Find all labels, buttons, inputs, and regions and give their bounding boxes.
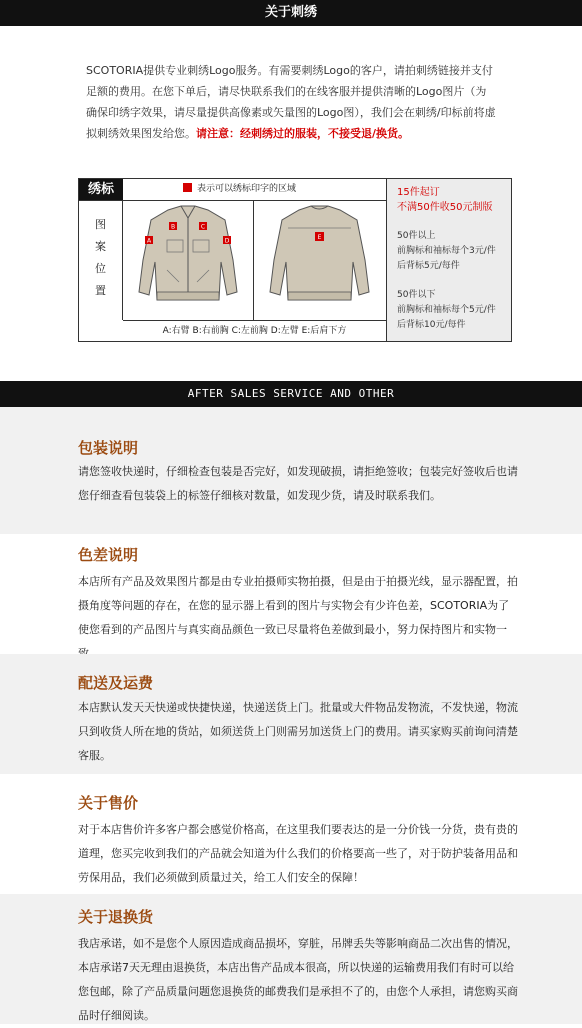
- table-header-row: [79, 179, 386, 201]
- jacket-back-illustration: [253, 200, 386, 320]
- tier2-title: 50件以下: [397, 290, 436, 300]
- pattern-position-label: [79, 200, 123, 320]
- section-color-difference: [0, 534, 582, 654]
- section-text: 请您签收快递时，仔细检查包装是否完好，如发现破损，请拒绝签收；包装完好签收后也请您仔细查看包装袋上的标签仔细核对数量，如发现少货，请及时联系我们。: [78, 465, 518, 502]
- vertical-char: 图: [95, 218, 106, 231]
- section-title: 关于退换货: [78, 908, 154, 926]
- after-sales-header: AFTER SALES SERVICE AND OTHER: [0, 381, 582, 407]
- embroidery-tag: 绣标: [79, 179, 123, 200]
- legend-text: 表示可以绣标印字的区域: [197, 184, 297, 194]
- intro-text: SCOTORIA提供专业刺绣Logo服务。有需要刺绣Logo的客户，请拍刺绣链接并支付足额的费用。在您下单后，请尽快联系我们的在线客服并提供清晰的Logo图片（为确保印绣字效果，请尽量提供高像素或矢量图的Logo图），我们会在刺绣/印标前将虚拟刺绣效果图发给您。: [86, 64, 496, 140]
- tier1-back: 后背标5元/每件: [397, 261, 460, 271]
- jacket-front-cell: [123, 200, 254, 320]
- legend: [183, 182, 296, 197]
- embroidery-intro: [0, 26, 582, 186]
- marker-a-label: A: [146, 237, 152, 245]
- marker-e-label: E: [317, 234, 322, 241]
- tier1-title: 50件以上: [397, 231, 436, 241]
- vertical-char: 位: [95, 262, 106, 275]
- tier2-back: 后背标10元/每件: [397, 320, 466, 330]
- position-caption: A:右臂 B:右前胸 C:左前胸 D:左臂 E:后肩下方: [123, 320, 386, 342]
- section-title: 包装说明: [78, 439, 139, 457]
- section-title: 配送及运费: [78, 674, 154, 692]
- marker-c-label: C: [200, 223, 206, 231]
- section-packaging: [0, 407, 582, 534]
- section-returns: [0, 894, 582, 1024]
- embroidery-header: 关于刺绣: [0, 0, 582, 26]
- tier1-front: 前胸标和袖标每个3元/件: [397, 246, 496, 256]
- marker-d-label: D: [224, 237, 230, 245]
- marker-b-label: B: [170, 223, 176, 231]
- tier2-front: 前胸标和袖标每个5元/件: [397, 305, 496, 315]
- intro-warning: 请注意：经刺绣过的服装，不接受退/换货。: [196, 127, 410, 140]
- section-pricing: [0, 774, 582, 894]
- section-text: 我店承诺，如不是您个人原因造成商品损坏，穿脏，吊牌丢失等影响商品二次出售的情况，本店承诺7天无理由退换货，本店出售产品成本很高，所以快递的运输费用我们有时可以给您包邮，除了产品质量问题您退换货的邮费我们是承担不了的，由您个人承担，请您购买商品时仔细阅读。: [78, 937, 518, 1022]
- pricing-panel: [386, 179, 511, 341]
- jacket-back-cell: [253, 200, 386, 320]
- section-text: 本店所有产品及效果图片都是由专业拍摄师实物拍摄，但是由于拍摄光线，显示器配置，拍摄角度等问题的存在，在您的显示器上看到的图片与实物会有少许色差，SCOTORIA为了使您看到的产品图片与真实商品颜色一致已尽量将色差做到最小，努力保持图片和实物一: [78, 575, 518, 636]
- section-title: 色差说明: [78, 546, 139, 564]
- vertical-char: 案: [95, 240, 106, 253]
- section-text: 本店默认发天天快递或快捷快递，快递送货上门。批量或大件物品发物流，不发快递，物流只到收货人所在地的货站，如须送货上门则需另加送货上门的费用。请买家购买前询问清楚客服。: [78, 701, 518, 762]
- jacket-front-illustration: [123, 200, 253, 320]
- min-order: 15件起订: [397, 187, 440, 198]
- red-square-icon: [183, 183, 192, 192]
- section-shipping: [0, 654, 582, 774]
- section-text: 对于本店售价许多客户都会感觉价格高，在这里我们要表达的是一分价钱一分货，贵有贵的道理，您买完收到我们的产品就会知道为什么我们的价格要高一些了，对于防护装备用品和劳保用品，我们必须做到质量过关，给工人们安全的保障！: [78, 823, 518, 884]
- embroidery-position-table: [78, 178, 512, 342]
- section-title: 关于售价: [78, 794, 139, 812]
- min-fee: 不满50件收50元制版: [397, 202, 493, 213]
- vertical-char: 置: [95, 284, 106, 297]
